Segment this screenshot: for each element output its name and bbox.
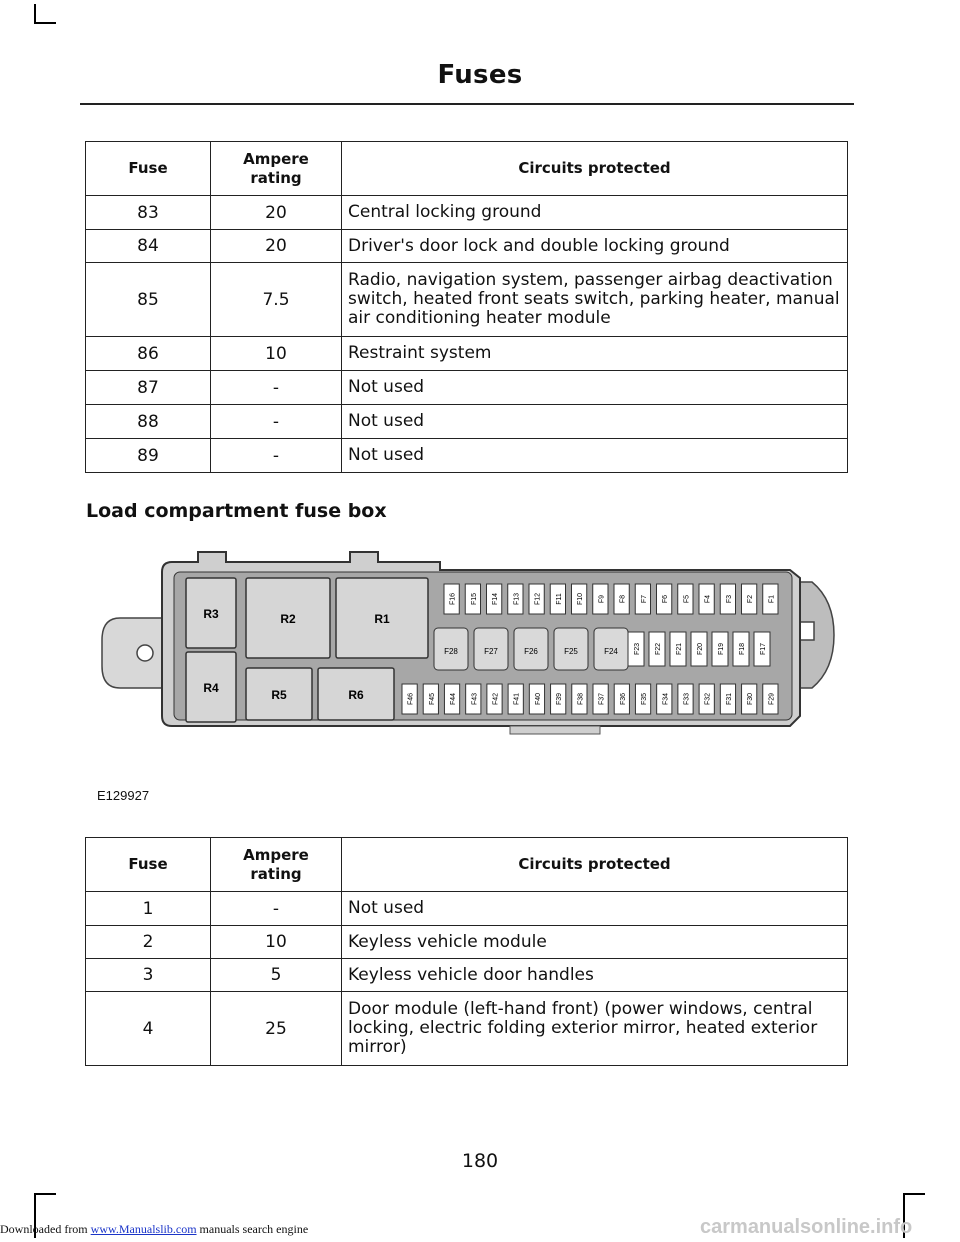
download-footer (0, 1222, 308, 1237)
header-fuse: Fuse (86, 142, 211, 196)
relay-label: R6 (348, 688, 364, 702)
circuit-cell: Keyless vehicle module (342, 926, 848, 959)
fuse-cell: 85 (86, 263, 211, 337)
fuse-label: F43 (471, 692, 479, 706)
header-circuits-protected: Circuits protected (342, 142, 848, 196)
fuse-label: F31 (725, 692, 733, 706)
fuse-label: F45 (428, 692, 436, 706)
circuit-cell: Restraint system (342, 337, 848, 371)
fuse-label: F46 (407, 692, 415, 706)
header-ampere-rating (211, 838, 342, 892)
fuse-label: F1 (768, 594, 776, 604)
fuse-label: F14 (492, 592, 500, 606)
table-row (86, 405, 848, 439)
table-row (86, 196, 848, 230)
table-header-row (86, 142, 848, 196)
fuse-label: F23 (634, 642, 641, 656)
fuse-label: F29 (768, 692, 776, 706)
bottom-tab (510, 726, 600, 734)
fuse-label: F15 (470, 592, 478, 606)
fuse-label: F5 (683, 594, 691, 604)
fuse-label: F2 (747, 594, 755, 604)
ampere-cell: - (211, 371, 342, 405)
crop-mark (34, 22, 56, 24)
fuse-label: F44 (450, 692, 458, 706)
ampere-cell: 20 (211, 196, 342, 230)
ampere-cell: - (211, 892, 342, 926)
fuse-cell: 2 (86, 926, 211, 959)
fuse-label: F26 (524, 647, 538, 656)
fuse-label: F13 (513, 592, 521, 606)
fuse-label: F37 (598, 692, 606, 706)
fuse-label: F24 (604, 647, 618, 656)
fuse-label: F40 (534, 692, 542, 706)
fuse-cell: 83 (86, 196, 211, 230)
figure-id: E129927 (97, 788, 150, 803)
fuse-label: F35 (641, 692, 649, 706)
table-row (86, 926, 848, 959)
table-row (86, 263, 848, 337)
fuse-table-upper (85, 141, 848, 473)
table-row (86, 439, 848, 473)
relay-label: R1 (374, 612, 390, 626)
circuit-cell: Not used (342, 405, 848, 439)
table-row (86, 337, 848, 371)
header-ampere-rating-text: Ampere rating (243, 149, 309, 187)
ampere-cell: 10 (211, 926, 342, 959)
header-ampere-rating (211, 142, 342, 196)
fuse-label: F18 (739, 642, 746, 656)
fuse-label: F16 (449, 592, 457, 606)
circuit-cell: Not used (342, 892, 848, 926)
fuse-cell: 1 (86, 892, 211, 926)
table-header-row (86, 838, 848, 892)
fuse-label: F11 (555, 593, 563, 605)
table-row (86, 959, 848, 992)
fuse-label: F42 (492, 692, 500, 706)
crop-mark (34, 1193, 56, 1195)
page-number: 180 (461, 1150, 499, 1172)
header-ampere-rating-text: Ampere rating (243, 845, 309, 883)
ampere-cell: 10 (211, 337, 342, 371)
fuse-label: F34 (662, 692, 670, 706)
page-title: Fuses (437, 60, 523, 90)
title-divider (80, 103, 854, 105)
circuit-cell: Radio, navigation system, passenger airbag deactivation switch, heated front seats switch, parking heater, manual air conditioning heater module (342, 263, 848, 337)
footer-prefix: Downloaded from (0, 1222, 88, 1236)
circuit-cell: Driver's door lock and double locking ground (342, 230, 848, 263)
relay-label: R2 (280, 612, 296, 626)
fuse-label: F30 (747, 692, 755, 706)
fuse-label: F39 (556, 692, 564, 706)
fuse-table-load-compartment (85, 837, 848, 1066)
fuse-cell: 4 (86, 992, 211, 1066)
circuit-cell: Keyless vehicle door handles (342, 959, 848, 992)
fuse-box-diagram (100, 540, 840, 800)
fuse-label: F17 (760, 642, 767, 656)
footer-suffix: manuals search engine (199, 1222, 309, 1236)
ampere-cell: 20 (211, 230, 342, 263)
fuse-label: F3 (725, 594, 733, 604)
circuit-cell: Door module (left-hand front) (power windows, central locking, electric folding exterior mirror, heated exterior mirror) (342, 992, 848, 1066)
relay-label: R5 (271, 688, 287, 702)
manualslib-link[interactable]: www.Manualslib.com (90, 1222, 197, 1236)
section-heading: Load compartment fuse box (86, 500, 387, 522)
header-circuits-protected: Circuits protected (342, 838, 848, 892)
fuse-label: F27 (484, 647, 498, 656)
fuse-label: F32 (704, 692, 712, 706)
circuit-cell: Central locking ground (342, 196, 848, 230)
ampere-cell: - (211, 439, 342, 473)
fuse-cell: 89 (86, 439, 211, 473)
watermark: carmanualsonline.info (700, 1216, 913, 1238)
fuse-label: F25 (564, 647, 578, 656)
table-row (86, 371, 848, 405)
fuse-cell: 86 (86, 337, 211, 371)
fuse-label: F36 (619, 692, 627, 706)
fuse-label: F33 (683, 692, 691, 706)
fuse-cell: 3 (86, 959, 211, 992)
fuse-label: F10 (577, 592, 585, 606)
fuse-label: F4 (704, 594, 712, 604)
fuse-cell: 87 (86, 371, 211, 405)
fuse-label: F9 (598, 594, 606, 604)
circuit-cell: Not used (342, 439, 848, 473)
ampere-cell: 25 (211, 992, 342, 1066)
fuse-label: F8 (619, 594, 627, 604)
ampere-cell: 5 (211, 959, 342, 992)
table-row (86, 230, 848, 263)
fuse-label: F22 (655, 642, 662, 656)
fuse-label: F28 (444, 647, 458, 656)
fuse-label: F6 (662, 594, 670, 604)
ampere-cell: 7.5 (211, 263, 342, 337)
fuse-label: F19 (718, 642, 725, 656)
fuse-label: F21 (676, 642, 683, 656)
fuse-cell: 84 (86, 230, 211, 263)
relay-label: R3 (203, 607, 219, 621)
mounting-hole-icon (137, 645, 153, 661)
fuse-label: F7 (640, 594, 648, 604)
crop-mark (903, 1193, 925, 1195)
relay-label: R4 (203, 681, 219, 695)
fuse-label: F38 (577, 692, 585, 706)
fuse-label: F12 (534, 592, 542, 606)
fuse-label: F41 (513, 692, 521, 706)
ampere-cell: - (211, 405, 342, 439)
circuit-cell: Not used (342, 371, 848, 405)
fuse-label: F20 (697, 642, 704, 656)
table-row (86, 992, 848, 1066)
header-fuse: Fuse (86, 838, 211, 892)
crop-mark (34, 4, 36, 24)
table-row (86, 892, 848, 926)
fuse-cell: 88 (86, 405, 211, 439)
